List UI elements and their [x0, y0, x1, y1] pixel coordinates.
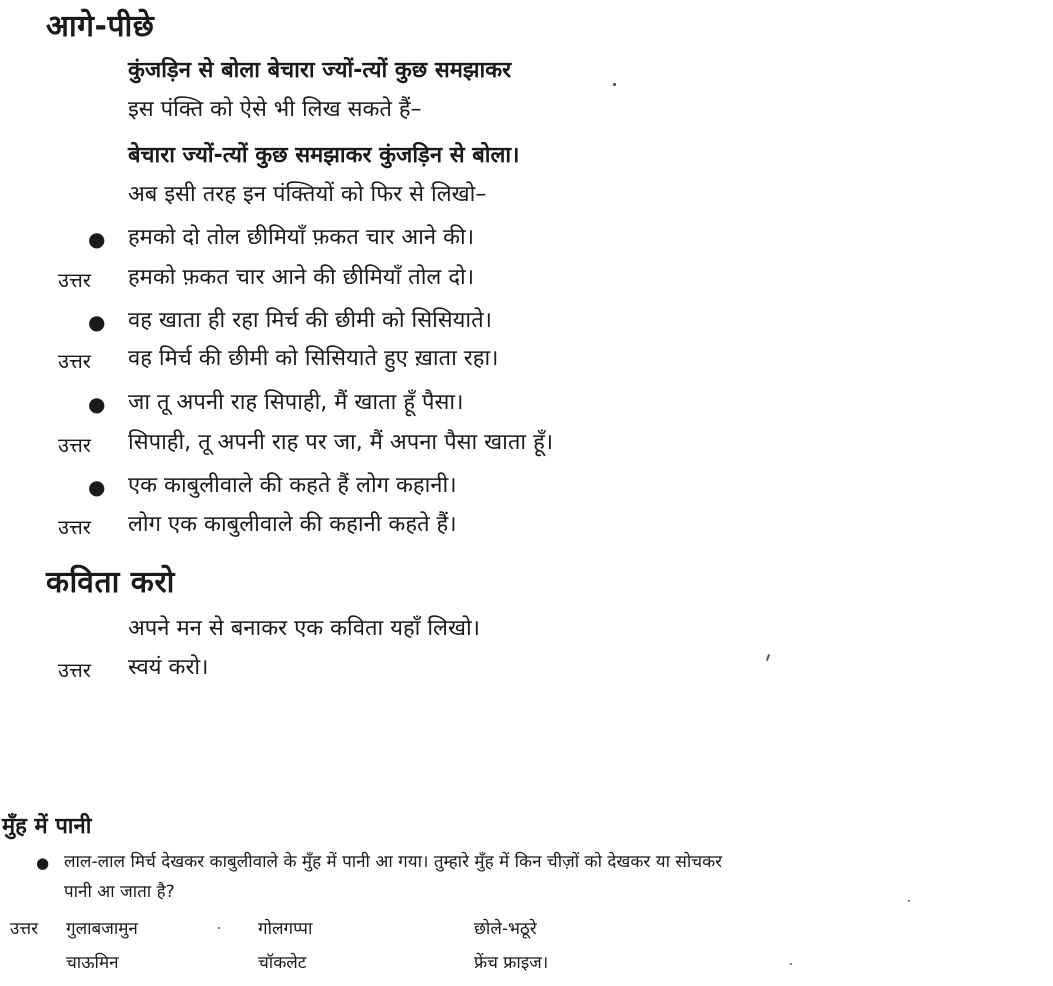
scan-speck	[908, 900, 910, 902]
instruction-line: अब इसी तरह इन पंक्तियों को फिर से लिखो–	[128, 182, 487, 207]
answer-line: सिपाही, तू अपनी राह पर जा, मैं अपना पैसा खाता हूँ।	[128, 430, 554, 455]
bullet-icon: ●	[36, 854, 50, 872]
answer-item: चॉकलेट	[258, 953, 307, 973]
example-line: कुंजड़िन से बोला बेचारा ज्यों-त्यों कुछ समझाकर	[128, 58, 512, 83]
answer-item: गुलाबजामुन	[66, 919, 138, 939]
bullet-icon: ●	[88, 392, 106, 416]
answer-label: उत्तर	[58, 515, 91, 539]
question-line: एक काबुलीवाले की कहते हैं लोग कहानी।	[128, 473, 457, 498]
question-line: जा तू अपनी राह सिपाही, मैं खाता हूँ पैसा।	[128, 390, 464, 415]
scan-speck	[790, 963, 792, 965]
answer-item: गोलगप्पा	[258, 919, 313, 939]
instruction-line: इस पंक्ति को ऐसे भी लिख सकते हैं–	[128, 97, 422, 122]
answer-line: लोग एक काबुलीवाले की कहानी कहते हैं।	[128, 512, 457, 537]
bullet-icon: ●	[88, 475, 106, 499]
answer-line: स्वयं करो।	[128, 655, 209, 680]
answer-line: वह मिर्च की छीमी को सिसियाते हुए ख़ाता रहा।	[128, 346, 499, 371]
question-line: वह खाता ही रहा मिर्च की छीमी को सिसियाते।	[128, 308, 493, 333]
answer-label: उत्तर	[58, 349, 91, 373]
answer-item: चाऊमिन	[66, 953, 119, 973]
instruction-line: अपने मन से बनाकर एक कविता यहाँ लिखो।	[128, 616, 480, 641]
bullet-icon: ●	[88, 310, 106, 334]
answer-label: उत्तर	[10, 919, 39, 939]
question-line: पानी आ जाता है?	[64, 882, 175, 902]
section-heading-munh-mein-paani: मुँह में पानी	[2, 814, 92, 839]
answer-item: छोले-भठूरे	[474, 919, 537, 939]
bullet-icon: ●	[88, 227, 106, 251]
question-line: हमको दो तोल छीमियाँ फ़कत चार आने की।	[128, 225, 475, 250]
answer-label: उत्तर	[58, 268, 91, 292]
answer-line: हमको फ़कत चार आने की छीमियाँ तोल दो।	[128, 265, 475, 290]
section-heading-kavita-karo: कविता करो	[46, 565, 175, 600]
answer-item: फ्रेंच फ्राइज।	[474, 953, 549, 973]
section-heading-aage-peeche: आगे-पीछे	[46, 9, 155, 44]
scan-speck	[218, 927, 220, 929]
scan-speck	[766, 654, 770, 661]
question-line: लाल-लाल मिर्च देखकर काबुलीवाले के मुँह में पानी आ गया। तुम्हारे मुँह में किन चीज़ों को देखकर या सोचकर	[64, 852, 723, 872]
rewritten-example-line: बेचारा ज्यों-त्यों कुछ समझाकर कुंजड़िन से बोला।	[128, 143, 520, 168]
answer-label: उत्तर	[58, 433, 91, 457]
scan-speck	[613, 83, 616, 86]
answer-label: उत्तर	[58, 658, 91, 682]
